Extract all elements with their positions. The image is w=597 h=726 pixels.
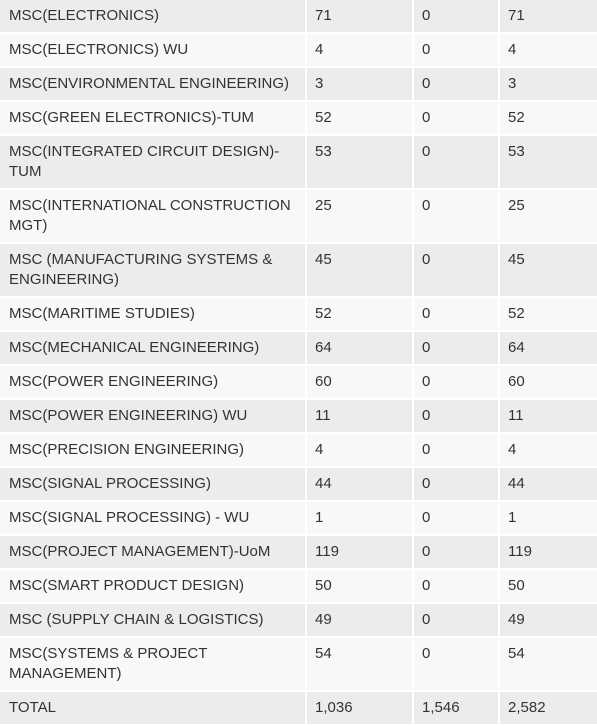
total-cell: 119 [500,536,597,568]
table-row [0,536,597,568]
program-name-cell: MSC(SIGNAL PROCESSING) - WU [0,502,305,534]
total-cell: 64 [500,332,597,364]
total-cell: 1 [500,502,597,534]
value-b-cell: 1,546 [414,692,498,724]
program-name-cell: MSC(ENVIRONMENTAL ENGINEERING) [0,68,305,100]
program-name-cell: MSC (SUPPLY CHAIN & LOGISTICS) [0,604,305,636]
value-b-cell: 0 [414,136,498,188]
table-row [0,136,597,188]
total-cell: 50 [500,570,597,602]
value-a-cell: 4 [307,434,412,466]
total-cell: 4 [500,34,597,66]
value-b-cell: 0 [414,400,498,432]
value-a-cell: 3 [307,68,412,100]
total-label-cell: TOTAL [0,692,305,724]
table-row [0,502,597,534]
total-cell: 25 [500,190,597,242]
total-cell: 52 [500,298,597,330]
value-b-cell: 0 [414,570,498,602]
table-row [0,400,597,432]
value-a-cell: 45 [307,244,412,296]
table-row [0,190,597,242]
table-row [0,68,597,100]
program-name-cell: MSC(INTERNATIONAL CONSTRUCTION MGT) [0,190,305,242]
value-a-cell: 4 [307,34,412,66]
program-name-cell: MSC(POWER ENGINEERING) WU [0,400,305,432]
value-a-cell: 53 [307,136,412,188]
table-row [0,468,597,500]
value-a-cell: 50 [307,570,412,602]
value-a-cell: 52 [307,102,412,134]
total-cell: 52 [500,102,597,134]
total-cell: 3 [500,68,597,100]
value-b-cell: 0 [414,366,498,398]
program-name-cell: MSC(GREEN ELECTRONICS)-TUM [0,102,305,134]
value-a-cell: 52 [307,298,412,330]
total-cell: 11 [500,400,597,432]
value-b-cell: 0 [414,102,498,134]
table-row [0,244,597,296]
program-name-cell: MSC(SMART PRODUCT DESIGN) [0,570,305,602]
program-name-cell: MSC (MANUFACTURING SYSTEMS & ENGINEERING) [0,244,305,296]
program-name-cell: MSC(MARITIME STUDIES) [0,298,305,330]
program-name-cell: MSC(INTEGRATED CIRCUIT DESIGN)-TUM [0,136,305,188]
total-cell: 44 [500,468,597,500]
value-a-cell: 25 [307,190,412,242]
table-row [0,366,597,398]
value-a-cell: 11 [307,400,412,432]
value-a-cell: 1,036 [307,692,412,724]
value-b-cell: 0 [414,468,498,500]
table-row [0,434,597,466]
table-row [0,102,597,134]
total-cell: 54 [500,638,597,690]
value-b-cell: 0 [414,0,498,32]
total-cell: 71 [500,0,597,32]
program-name-cell: MSC(ELECTRONICS) WU [0,34,305,66]
total-cell: 49 [500,604,597,636]
program-name-cell: MSC(SYSTEMS & PROJECT MANAGEMENT) [0,638,305,690]
total-cell: 45 [500,244,597,296]
table-row [0,570,597,602]
value-a-cell: 71 [307,0,412,32]
table-row [0,34,597,66]
table-row [0,298,597,330]
value-b-cell: 0 [414,244,498,296]
value-a-cell: 60 [307,366,412,398]
value-b-cell: 0 [414,638,498,690]
table-total-row [0,692,597,724]
value-a-cell: 119 [307,536,412,568]
value-b-cell: 0 [414,190,498,242]
value-a-cell: 44 [307,468,412,500]
table-row [0,332,597,364]
program-name-cell: MSC(PRECISION ENGINEERING) [0,434,305,466]
value-b-cell: 0 [414,604,498,636]
program-name-cell: MSC(POWER ENGINEERING) [0,366,305,398]
program-name-cell: MSC(MECHANICAL ENGINEERING) [0,332,305,364]
value-a-cell: 49 [307,604,412,636]
value-b-cell: 0 [414,536,498,568]
total-cell: 2,582 [500,692,597,724]
table-row [0,638,597,690]
value-b-cell: 0 [414,298,498,330]
total-cell: 4 [500,434,597,466]
value-a-cell: 54 [307,638,412,690]
table-row [0,0,597,32]
total-cell: 60 [500,366,597,398]
program-name-cell: MSC(PROJECT MANAGEMENT)-UoM [0,536,305,568]
value-b-cell: 0 [414,332,498,364]
value-a-cell: 64 [307,332,412,364]
value-b-cell: 0 [414,434,498,466]
value-a-cell: 1 [307,502,412,534]
table-row [0,604,597,636]
total-cell: 53 [500,136,597,188]
program-name-cell: MSC(ELECTRONICS) [0,0,305,32]
value-b-cell: 0 [414,34,498,66]
program-name-cell: MSC(SIGNAL PROCESSING) [0,468,305,500]
value-b-cell: 0 [414,68,498,100]
value-b-cell: 0 [414,502,498,534]
